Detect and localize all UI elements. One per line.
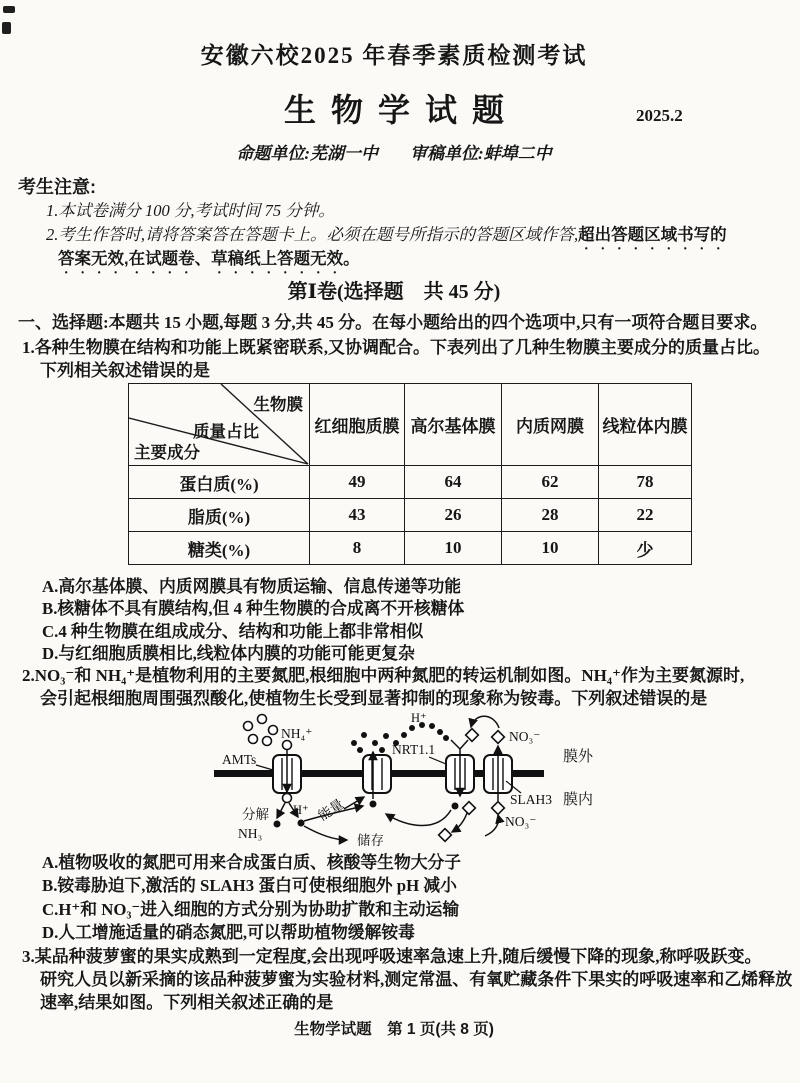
notice-item-2-emphasis-a: 超出答题区域书写的 bbox=[578, 226, 727, 244]
cell-value: 8 bbox=[310, 532, 405, 565]
nh3-label: NH₃ bbox=[238, 826, 263, 841]
q1-stem-line-1: 1.各种生物膜在结构和功能上既紧密联系,又协调配合。下表列出了几种生物膜主要成分的质量占比。 bbox=[22, 338, 770, 357]
q2-stem-line-1: 2.NO₃⁻和 NH₄⁺是植物利用的主要氮肥,根细胞中两种氮肥的转运机制如图。NH₄⁺作为主要氮源时, bbox=[22, 666, 745, 685]
q1-option-c: C.4 种生物膜在组成成分、结构和功能上都非常相似 bbox=[42, 622, 424, 641]
outside-membrane-label: 膜外 bbox=[563, 749, 594, 765]
slah3-label: SLAH3 bbox=[510, 792, 553, 807]
no3-in-label: NO₃⁻ bbox=[505, 814, 537, 829]
q2-option-c: C.H⁺和 NO₃⁻进入细胞的方式分别为协助扩散和主动运输 bbox=[42, 900, 460, 919]
decompose-label: 分解 bbox=[242, 807, 269, 822]
table-row bbox=[129, 499, 692, 532]
corner-label-component: 主要成分 bbox=[134, 443, 200, 462]
scan-artifact bbox=[3, 6, 15, 13]
row-label: 糖类(%) bbox=[129, 532, 310, 565]
notice-item-2-tail: 。 bbox=[343, 250, 360, 268]
q1-option-b: B.核糖体不具有膜结构,但 4 种生物膜的合成离不开核糖体 bbox=[42, 599, 465, 618]
exam-date: 2025.2 bbox=[636, 106, 683, 125]
exam-title: 安徽六校2025 年春季素质检测考试 bbox=[200, 43, 588, 68]
page-footer: 生物学试题 第 1 页(共 8 页) bbox=[294, 1021, 494, 1038]
nh4-label: NH₄⁺ bbox=[281, 726, 313, 741]
notice-item-2-emphasis-b: 答案无效,在试题卷、草稿纸上答题无效 bbox=[58, 250, 344, 268]
q2-stem-line-2: 会引起根细胞周围强烈酸化,使植物生长受到显著抑制的现象称为铵毒。下列叙述错误的是 bbox=[40, 689, 708, 708]
notice-heading: 考生注意: bbox=[18, 177, 96, 197]
table-col-header: 红细胞质膜 bbox=[310, 384, 405, 466]
q1-stem-line-2: 下列相关叙述错误的是 bbox=[40, 361, 210, 380]
unit-setter: 命题单位:芜湖一中 bbox=[236, 144, 378, 163]
unit-reviewer: 审稿单位:蚌埠二中 bbox=[410, 144, 552, 163]
q1-option-d: D.与红细胞质膜相比,线粒体内膜的功能可能更复杂 bbox=[42, 644, 415, 663]
section-1-title: 第Ⅰ卷(选择题 共 45 分) bbox=[287, 281, 501, 303]
cell-value: 26 bbox=[405, 499, 502, 532]
q2-option-b: B.铵毒胁迫下,激活的 SLAH3 蛋白可使根细胞外 pH 减小 bbox=[42, 876, 457, 895]
row-label: 脂质(%) bbox=[129, 499, 310, 532]
cell-value: 少 bbox=[599, 532, 692, 565]
table-corner-cell bbox=[129, 384, 310, 466]
table-col-header: 内质网膜 bbox=[502, 384, 599, 466]
table-col-header: 高尔基体膜 bbox=[405, 384, 502, 466]
cell-value: 10 bbox=[405, 532, 502, 565]
row-label: 蛋白质(%) bbox=[129, 466, 310, 499]
corner-label-membrane: 生物膜 bbox=[253, 395, 303, 414]
q3-stem-line-1: 3.某品种菠萝蜜的果实成熟到一定程度,会出现呼吸速率急速上升,随后缓慢下降的现象,称呼吸跃变。 bbox=[22, 947, 762, 966]
cell-value: 78 bbox=[599, 466, 692, 499]
corner-label-mass-ratio: 质量占比 bbox=[193, 422, 259, 441]
no3-out-label: NO₃⁻ bbox=[509, 729, 541, 744]
h-out-label: H⁺ bbox=[411, 711, 427, 725]
notice-item-2-normal: 2.考生作答时,请将答案答在答题卡上。必须在题号所指示的答题区域作答, bbox=[46, 225, 579, 244]
cell-value: 28 bbox=[502, 499, 599, 532]
table-col-header: 线粒体内膜 bbox=[599, 384, 692, 466]
q2-option-d: D.人工增施适量的硝态氮肥,可以帮助植物缓解铵毒 bbox=[42, 923, 415, 942]
store-label: 储存 bbox=[357, 833, 384, 848]
cell-value: 22 bbox=[599, 499, 692, 532]
subject-title: 生物学试题 bbox=[283, 92, 519, 128]
exam-units bbox=[0, 144, 788, 165]
h-pump-transporter bbox=[363, 755, 391, 793]
cell-value: 62 bbox=[502, 466, 599, 499]
table-row bbox=[129, 466, 692, 499]
energy-label: 能量 bbox=[315, 796, 347, 824]
notice-item-1: 1.本试卷满分 100 分,考试时间 75 分钟。 bbox=[46, 201, 335, 220]
notice-item-2-line-2 bbox=[58, 249, 360, 277]
inside-membrane-label: 膜内 bbox=[563, 792, 594, 808]
table-row bbox=[129, 532, 692, 565]
amts-label: AMTs bbox=[222, 752, 257, 767]
q1-membrane-table bbox=[128, 383, 692, 565]
q3-stem-line-2: 研究人员以新采摘的该品种菠萝蜜为实验材料,测定常温、有氧贮藏条件下果实的呼吸速率和乙烯释放 bbox=[40, 970, 793, 989]
cell-value: 43 bbox=[310, 499, 405, 532]
q3-stem-line-3: 速率,结果如图。下列相关叙述正确的是 bbox=[40, 993, 334, 1012]
q1-option-a: A.高尔基体膜、内质网膜具有物质运输、信息传递等功能 bbox=[42, 577, 462, 596]
cell-value: 10 bbox=[502, 532, 599, 565]
section-1-instruction: 一、选择题:本题共 15 小题,每题 3 分,共 45 分。在每小题给出的四个选项中,只有一项符合题目要求。 bbox=[18, 313, 768, 332]
q2-transport-diagram bbox=[192, 711, 652, 851]
scan-artifact bbox=[2, 22, 11, 34]
h-in-label: H⁺ bbox=[293, 803, 309, 817]
cell-value: 64 bbox=[405, 466, 502, 499]
cell-value: 49 bbox=[310, 466, 405, 499]
q2-option-a: A.植物吸收的氮肥可用来合成蛋白质、核酸等生物大分子 bbox=[42, 853, 462, 872]
nrt11-label: NRT1.1 bbox=[392, 742, 436, 757]
